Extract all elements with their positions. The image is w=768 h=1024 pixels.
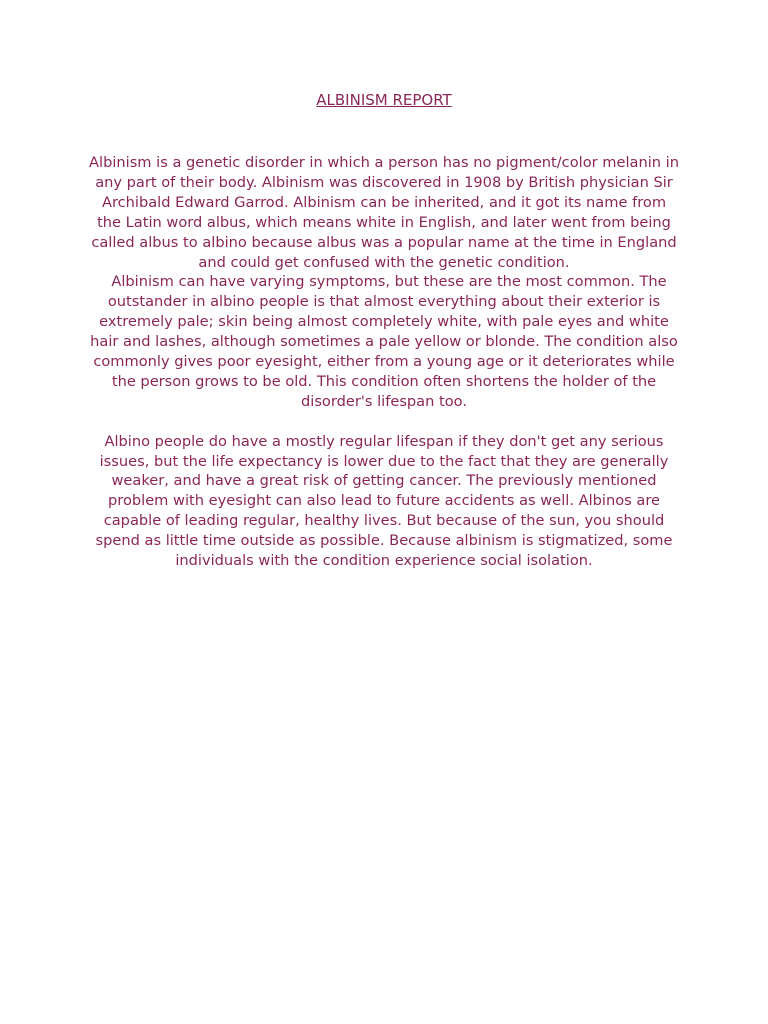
paragraph-gap: [88, 412, 680, 432]
paragraph-discovery: Albinism is a genetic disorder in which a person has no pigment/color melanin in any part of their body. Albinism was discovered in 1908 by British physician Sir Archibald Edward Garrod. Albinism can be inherited, and it got its name from the Latin word albus, which means white in English, and later went from being called albus to albino because albus was a popular name at the time in England and could get confused with the genetic condition.: [89, 154, 679, 271]
paragraph-lifespan: Albino people do have a mostly regular lifespan if they don't get any serious issues, but the life expectancy is lower due to the fact that they are generally weaker, and have a great risk of getting cancer. The previously mentioned problem with eyesight can also lead to future accidents as well. Albinos are capable of leading regular, healthy lives. But because of the sun, you should spend as little time outside as possible. Because albinism is stigmatized, some individuals with the condition experience social isolation.: [95, 432, 673, 570]
paragraph-symptoms: [88, 272, 680, 411]
paragraph-symptoms-text: Albinism can have varying symptoms, but these are the most common. The outstander in albino people is that almost everything about their exterior is extremely pale; skin being almost completely white, with pale eyes and white hair and lashes, although sometimes a pale yellow or blonde. The condition also commonly gives poor eyesight, either from a young age or it deteriorates while the person grows to be old. This condition often shortens the holder of the disorder's lifespan too.: [90, 273, 678, 410]
report-body: [88, 153, 680, 571]
report-title: ALBINISM REPORT: [316, 91, 452, 109]
